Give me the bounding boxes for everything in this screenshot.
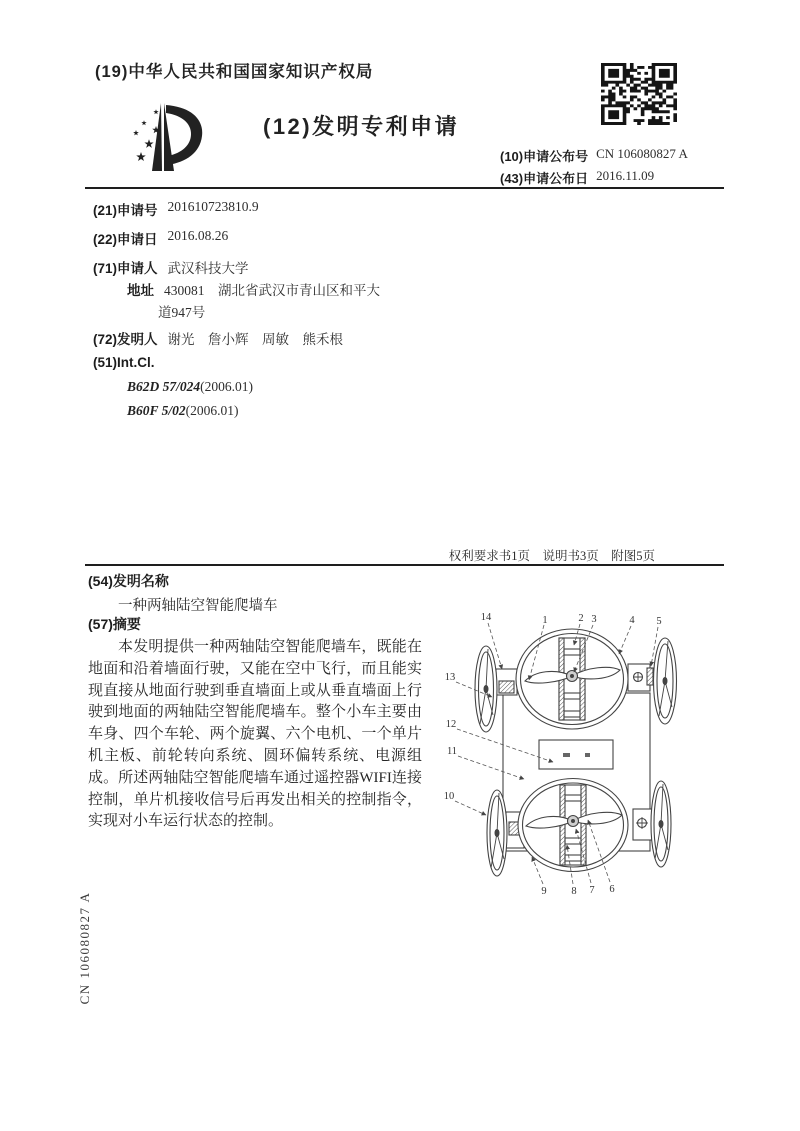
rear-right-axle-bracket (633, 809, 652, 840)
publication-date-label: (43)申请公布日 (500, 171, 589, 186)
controller-board (539, 740, 613, 769)
abstract-text: 本发明提供一种两轴陆空智能爬墙车，既能在地面和沿着墙面行驶，又能在空中飞行，而且能实现直接从地面行驶到垂直墙面上或从垂直墙面上行驶到地面的两轴陆空智能爬墙车。整个小车主要由车身、四个车轮、两个旋翼、六个电机、一个单片机主板、前轮转向系统、圆环偏转系统、电源组成。所述两轴陆空智能爬墙车通过遥控器WIFI连接控制，单片机接收信号后再发出相关的控制指令，实现对小车运行状态的控制。 (88, 639, 422, 830)
address-value-line1: 430081 湖北省武汉市青山区和平大 (164, 283, 380, 298)
publication-number-value: CN 106080827 A (596, 146, 688, 161)
wheel-rear-right (651, 781, 671, 867)
intcl-entry-1 (127, 379, 253, 395)
figure-callout: 9 (541, 886, 547, 897)
side-publication-number: CN 106080827 A (77, 891, 92, 1005)
address-value-line2: 道947号 (158, 305, 206, 320)
application-number-label: (21)申请号 (93, 203, 158, 218)
front-right-axle-bracket (628, 664, 653, 691)
figure-callout: 11 (446, 746, 458, 757)
publication-date-value: 2016.11.09 (596, 168, 655, 183)
address-row (127, 279, 380, 299)
doc-type-title: (12)发明专利申请 (263, 114, 460, 139)
intcl-label: (51)Int.Cl. (93, 355, 155, 370)
applicant-value: 武汉科技大学 (167, 261, 249, 276)
intcl-code-2: B60F 5/02 (127, 403, 186, 418)
patent-office-name: (19)中华人民共和国国家知识产权局 (95, 63, 374, 81)
figure-callout: 1 (542, 615, 548, 626)
pages-info: 权利要求书1页 说明书3页 附图5页 (448, 549, 655, 563)
figure-callout: 2 (578, 613, 584, 624)
figure-callout: 6 (609, 884, 615, 895)
intcl-version-2: (2006.01) (185, 403, 239, 418)
address-label: 地址 (127, 283, 154, 298)
publication-number-line (500, 146, 688, 165)
intcl-version-1: (2006.01) (200, 379, 254, 394)
wheel-rear-left (487, 790, 507, 876)
application-number-value: 201610723810.9 (167, 199, 259, 214)
figure-callout: 12 (445, 719, 457, 730)
invention-title: 一种两轴陆空智能爬墙车 (118, 598, 278, 614)
sipo-logo (116, 100, 216, 180)
inventors-row (93, 328, 343, 348)
wheel-front-left (475, 646, 497, 732)
abstract-label: (57)摘要 (88, 616, 141, 632)
figure-callout: 7 (589, 885, 595, 896)
invention-title-label: (54)发明名称 (88, 573, 169, 589)
publication-date-line (500, 168, 654, 187)
figure-callout: 5 (656, 616, 662, 627)
inventors-value: 谢光 詹小辉 周敏 熊禾根 (167, 332, 344, 347)
header-divider (85, 187, 724, 189)
application-date-row (93, 228, 228, 248)
wheel-front-right (654, 638, 677, 724)
applicant-row (93, 257, 249, 277)
front-left-motor-bracket (496, 669, 517, 695)
figure-callout: 14 (480, 612, 492, 623)
figure-callout: 3 (591, 614, 597, 625)
intcl-code-1: B62D 57/024 (127, 379, 201, 394)
application-date-label: (22)申请日 (93, 232, 158, 247)
patent-figure (430, 593, 730, 913)
application-number-row (93, 199, 259, 219)
intcl-row (93, 355, 155, 370)
applicant-label: (71)申请人 (93, 261, 158, 276)
inventors-label: (72)发明人 (93, 332, 158, 347)
figure-callout: 13 (444, 672, 456, 683)
figure-callout: 10 (443, 791, 455, 802)
publication-number-label: (10)申请公布号 (500, 149, 589, 164)
application-date-value: 2016.08.26 (167, 228, 229, 243)
abstract-divider (85, 564, 724, 566)
figure-callout: 4 (629, 615, 635, 626)
qr-code (601, 63, 677, 125)
figure-callout: 8 (571, 886, 577, 897)
intcl-entry-2 (127, 403, 239, 419)
